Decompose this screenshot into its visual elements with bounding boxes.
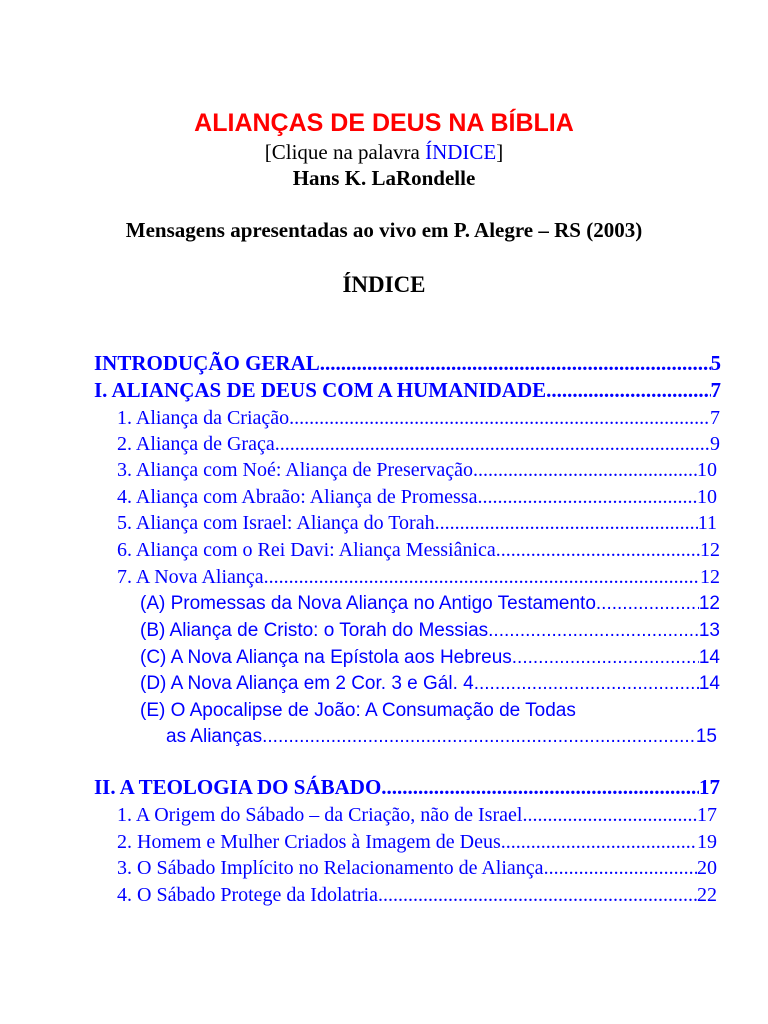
toc-entry-label: 4. O Sábado Protege da Idolatria [117, 884, 379, 906]
toc-entry-label: 3. O Sábado Implícito no Relacionamento de Aliança [117, 857, 544, 879]
toc-entry-part-1-item[interactable] [117, 457, 717, 483]
toc-leader-dots [501, 829, 697, 855]
toc-entry-part-2-item[interactable] [117, 802, 717, 828]
toc-entry-introduction[interactable] [94, 350, 721, 376]
toc-leader-dots [289, 405, 710, 431]
toc-entry-label: 2. Homem e Mulher Criados à Imagem de Deus [117, 831, 501, 853]
toc-entry-label: 1. A Origem do Sábado – da Criação, não de Israel [117, 804, 523, 826]
toc-entry-label: 5. Aliança com Israel: Aliança do Torah [117, 512, 435, 534]
toc-entry-page: 12 [700, 566, 720, 588]
toc-entry-label: (A) Promessas da Nova Aliança no Antigo Testamento [140, 593, 596, 614]
toc-leader-dots [477, 484, 697, 510]
toc-entry-part-2[interactable] [94, 774, 720, 800]
toc-entry-page: 5 [710, 351, 721, 375]
document-title: ALIANÇAS DE DEUS NA BÍBLIA [194, 109, 574, 137]
toc-leader-dots [378, 882, 697, 908]
toc-leader-dots [546, 377, 710, 403]
toc-entry-nova-alianca-e-line1[interactable]: (E) O Apocalipse de João: A Consumação de Todas [140, 700, 576, 721]
toc-entry-label: (D) A Nova Aliança em 2 Cor. 3 e Gál. 4 [140, 673, 474, 694]
toc-entry-page: 14 [698, 673, 720, 694]
toc-entry-label: 3. Aliança com Noé: Aliança de Preservação [117, 459, 473, 481]
toc-entry-page: 20 [697, 857, 717, 879]
toc-entry-label: as Alianças [166, 726, 263, 747]
toc-entry-page: 10 [697, 486, 717, 508]
toc-entry-part-1-item[interactable] [117, 564, 720, 590]
toc-entry-page: 11 [697, 512, 717, 534]
toc-leader-dots [544, 855, 697, 881]
toc-entry-label: 7. A Nova Aliança [117, 566, 264, 588]
toc-leader-dots [264, 564, 700, 590]
author-name: Hans K. LaRondelle [292, 166, 476, 190]
toc-leader-dots [496, 537, 700, 563]
toc-entry-page: 17 [697, 804, 717, 826]
toc-leader-dots [474, 671, 699, 697]
toc-entry-label: 6. Aliança com o Rei Davi: Aliança Messiânica [117, 539, 496, 561]
toc-entry-part-2-item[interactable] [117, 829, 717, 855]
toc-entry-page: 7 [710, 378, 721, 402]
toc-leader-dots [262, 724, 696, 750]
toc-entry-part-1-item[interactable] [117, 405, 720, 431]
toc-leader-dots [435, 510, 698, 536]
toc-leader-dots [320, 350, 711, 376]
toc-entry-page: 9 [710, 433, 720, 455]
toc-entry-label: (B) Aliança de Cristo: o Torah do Messias [140, 620, 489, 641]
toc-entry-label: 2. Aliança de Graça [117, 433, 275, 455]
toc-entry-nova-alianca-e-line2[interactable] [166, 724, 717, 750]
toc-entry-page: 19 [697, 831, 717, 853]
index-link[interactable]: ÍNDICE [425, 140, 497, 164]
toc-entry-page: 22 [697, 884, 717, 906]
toc-entry-page: 7 [710, 407, 720, 429]
toc-entry-label: INTRODUÇÃO GERAL [94, 351, 320, 375]
toc-entry-part-2-item[interactable] [117, 882, 717, 908]
toc-entry-label: 1. Aliança da Criação [117, 407, 290, 429]
toc-entry-page: 17 [699, 775, 720, 799]
toc-entry-nova-alianca-item[interactable] [140, 645, 720, 671]
toc-entry-page: 10 [697, 459, 717, 481]
toc-leader-dots [381, 774, 699, 800]
toc-entry-nova-alianca-item[interactable] [140, 591, 720, 617]
toc-entry-nova-alianca-item[interactable] [140, 671, 720, 697]
index-heading: ÍNDICE [342, 272, 426, 297]
toc-entry-label: I. ALIANÇAS DE DEUS COM A HUMANIDADE [94, 378, 547, 402]
toc-entry-page: 12 [700, 539, 720, 561]
toc-entry-page: 15 [695, 726, 717, 747]
toc-entry-part-2-item[interactable] [117, 855, 717, 881]
messages-note: Mensagens apresentadas ao vivo em P. Alegre – RS (2003) [125, 218, 643, 242]
toc-entry-part-1[interactable] [94, 377, 721, 403]
toc-entry-label: II. A TEOLOGIA DO SÁBADO [94, 775, 382, 799]
toc-entry-part-1-item[interactable] [117, 537, 720, 563]
toc-leader-dots [522, 802, 697, 828]
toc-leader-dots [275, 431, 710, 457]
toc-leader-dots [512, 645, 699, 671]
toc-leader-dots [488, 618, 699, 644]
toc-entry-label: (C) A Nova Aliança na Epístola aos Hebreus [140, 647, 512, 668]
toc-entry-page: 14 [698, 647, 720, 668]
toc-entry-part-1-item[interactable] [117, 431, 720, 457]
toc-entry-part-1-item[interactable] [117, 484, 717, 510]
toc-entry-label: 4. Aliança com Abraão: Aliança de Promessa [117, 486, 478, 508]
toc-entry-page: 12 [698, 593, 720, 614]
toc-leader-dots [473, 457, 697, 483]
toc-entry-nova-alianca-item[interactable] [140, 618, 720, 644]
click-instruction-prefix: [Clique na palavra [264, 140, 426, 164]
click-instruction [0, 138, 768, 166]
toc-leader-dots [596, 591, 699, 617]
toc-entry-part-1-item[interactable] [117, 510, 717, 536]
click-instruction-suffix: ] [496, 140, 504, 164]
toc-entry-page: 13 [698, 620, 720, 641]
